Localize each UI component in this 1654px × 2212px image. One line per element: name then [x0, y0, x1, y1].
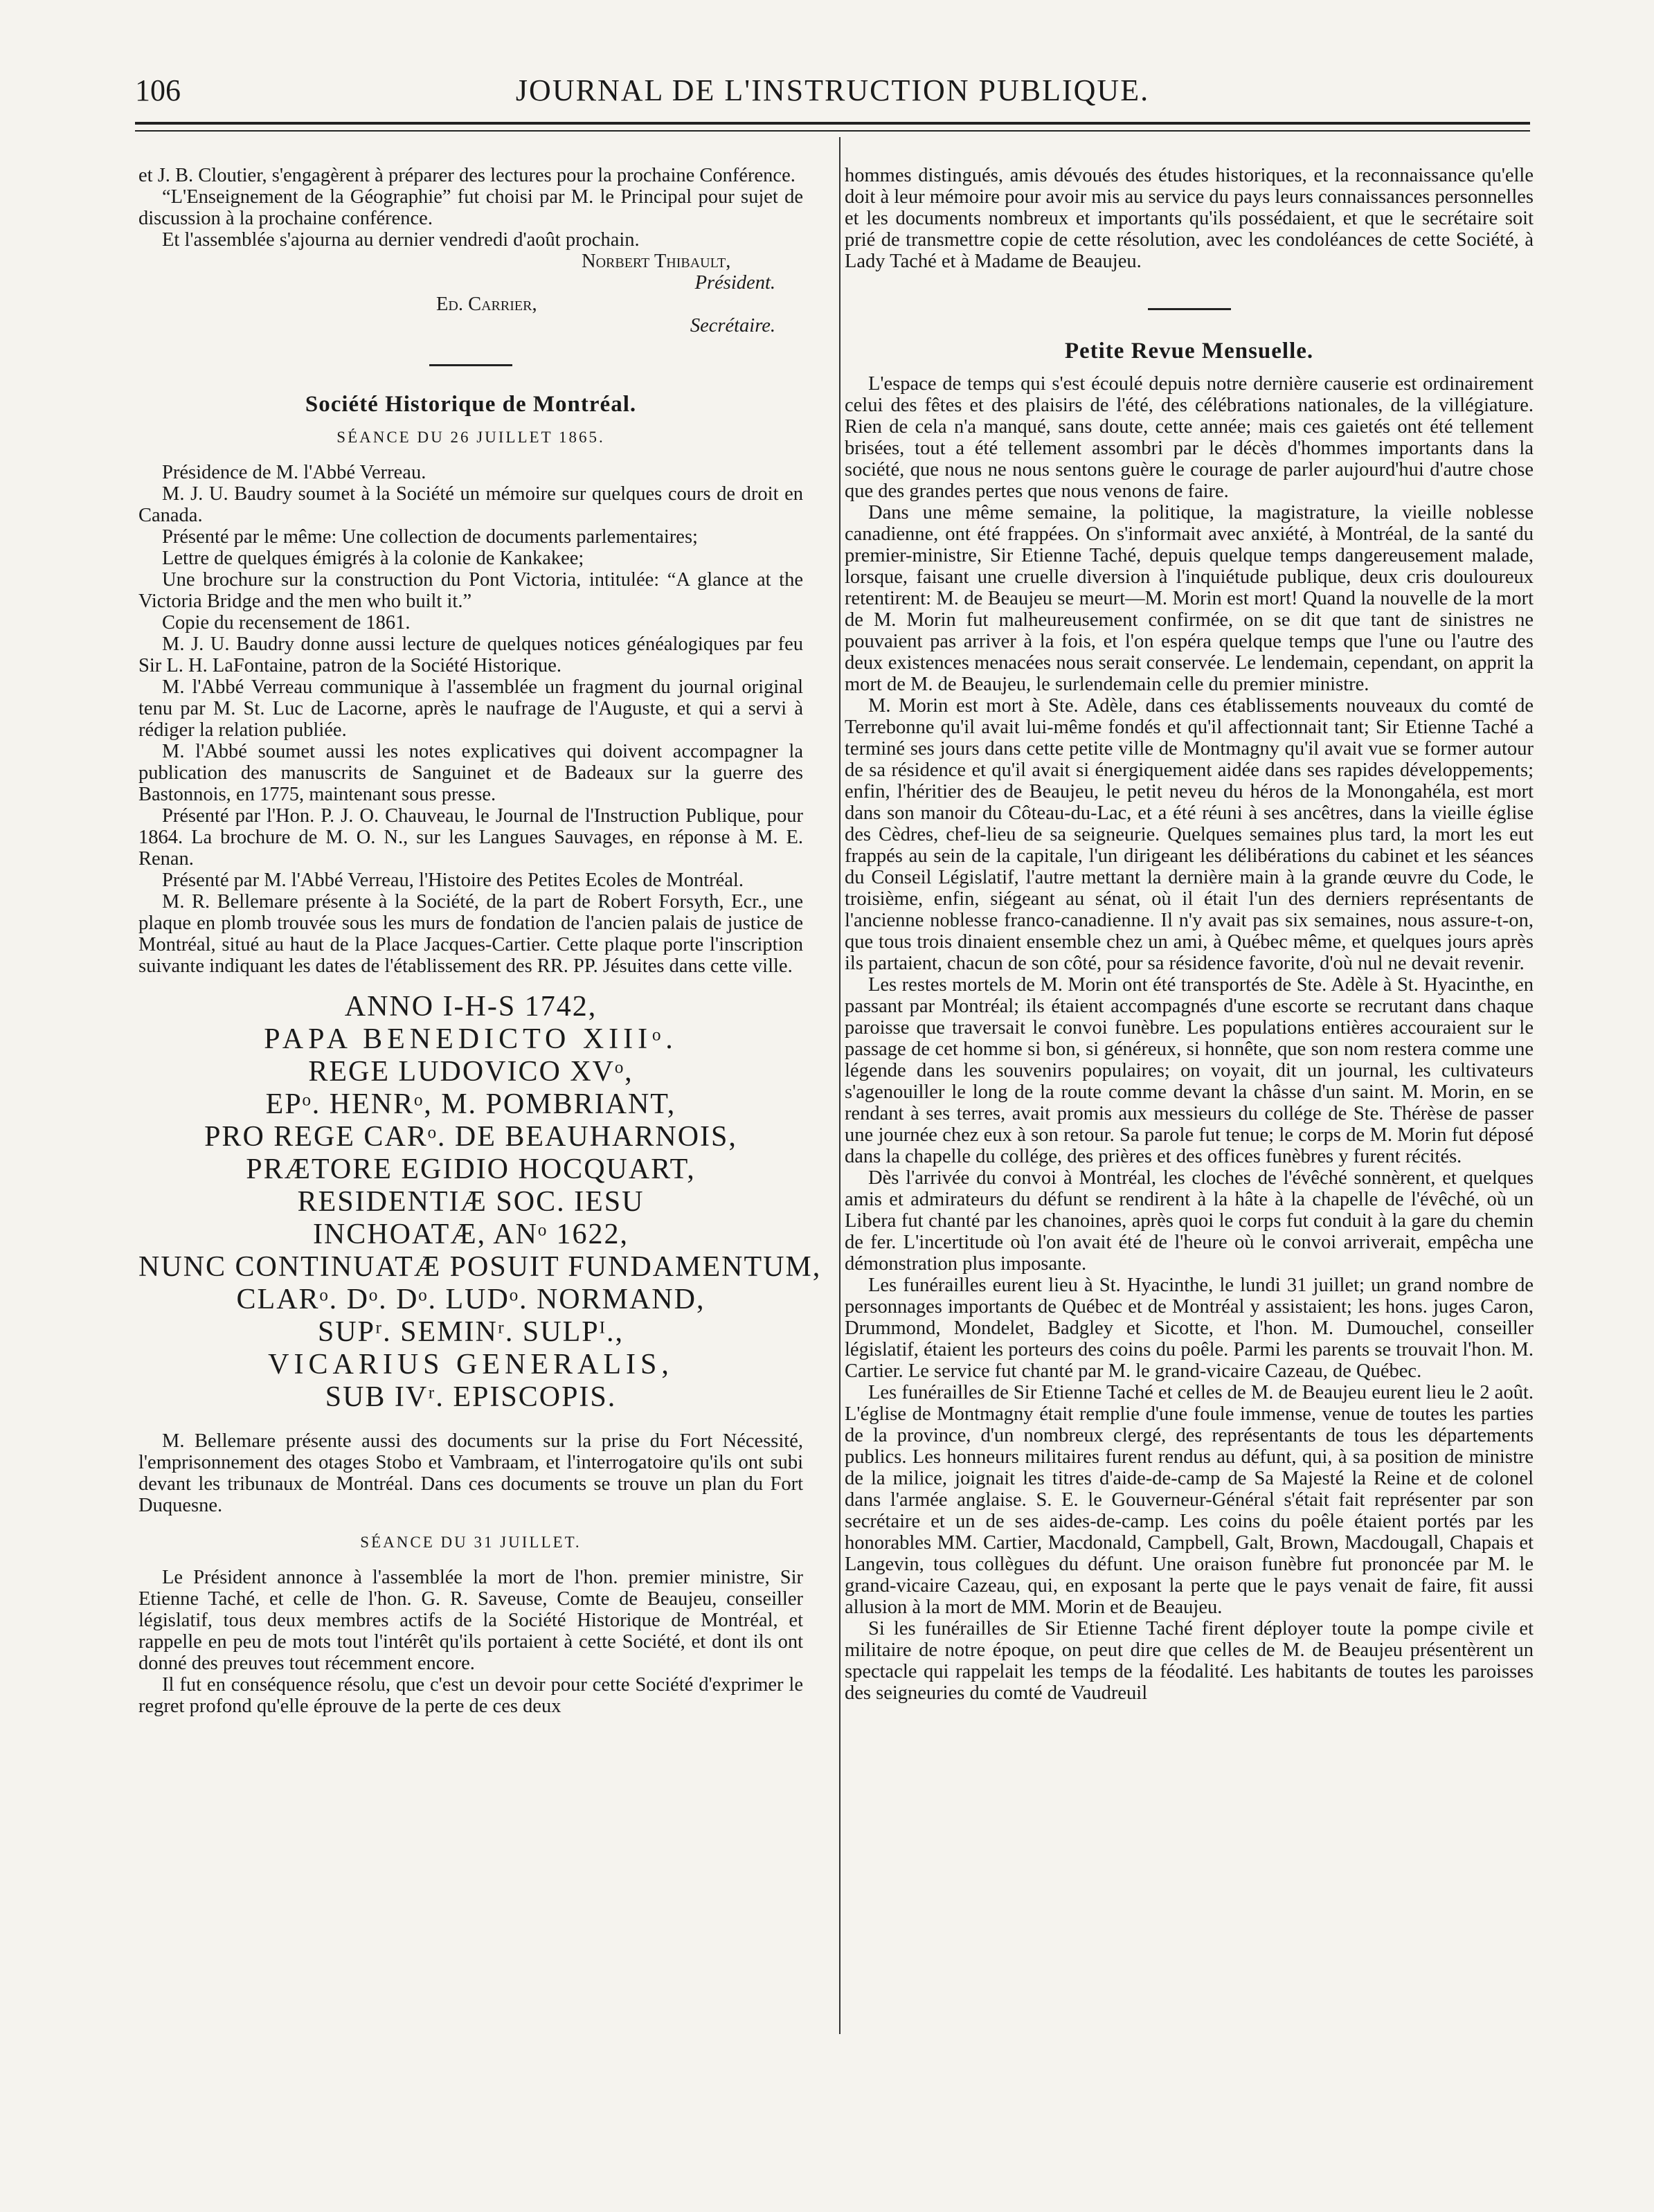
- section-separator: [1148, 308, 1231, 310]
- inscription-line: PRÆTORE EGIDIO HOCQUART,: [246, 1153, 696, 1185]
- section-separator: [429, 364, 512, 366]
- paragraph: L'espace de temps qui s'est écoulé depuis notre dernière causerie est ordinairement celui des fêtes et des plaisirs de l'été, des célébrations nationales, de la villégiature. Rien de cela n'a manqué, sans doute, cette année; mais ces gaietés ont été tellement brisées, tout a été tellement assombri par le décès d'hommes importants dans la société, que nous ne nous sentons guère le courage de parler aujourd'hui d'autre chose que des grandes pertes que nous venons de faire.: [845, 373, 1534, 502]
- paragraph: M. J. U. Baudry donne aussi lecture de quelques notices généalogiques par feu Sir L. H. LaFontaine, patron de la Société Historique.: [138, 633, 803, 676]
- paragraph: “L'Enseignement de la Géographie” fut choisi par M. le Principal pour sujet de discussion à la prochaine conférence.: [138, 186, 803, 229]
- paragraph: Présenté par le même: Une collection de documents parlementaires;: [162, 526, 698, 548]
- paragraph: M. Morin est mort à Ste. Adèle, dans ces établissements nouveaux du comté de Terrebonne qu'il avait lui-même fondés et qu'il affectionnait tant; Sir Etienne Taché a terminé ses jours dans cette petite ville de Montmagny qu'il avait vue se former autour de sa résidence et qu'il avait si énergiquement aidée dans ses rapides développements; enfin, l'héritier des de Beaujeu, le petit neveu du héros de la Monongahéla, est mort dans son manoir du Côteau-du-Lac, et a été réuni à ses ancêtres, dans la vieille église des Cèdres, chef-lieu de sa seigneurie. Quelques semaines plus tard, la mort les eut frappés au sein de la capitale, l'un dirigeant les délibérations du cabinet et les séances du Conseil Législatif, l'autre mettant la dernière main à la grande œuvre du Code, le troisième, enfin, siégeant au sénat, où il était l'un des derniers représentants de l'ancienne noblesse franco-canadienne. Il n'y avait pas six semaines, nous assure-t-on, que tous trois dinaient ensemble chez un ami, à Québec même, et quelques jours après ils partaient, chacun de son côté, pour sa résidence favorite, d'où nul ne devait revenir.: [845, 695, 1534, 974]
- inscription-line: PRO REGE CARᵒ. DE BEAUHARNOIS,: [204, 1121, 737, 1153]
- inscription-line: RESIDENTIÆ SOC. IESU: [297, 1186, 645, 1218]
- signature-name: Ed. Carrier,: [436, 294, 537, 315]
- inscription-line: CLARᵒ. Dᵒ. Dᵒ. LUDᵒ. NORMAND,: [236, 1284, 705, 1315]
- inscription-line: ANNO I-H-S 1742,: [344, 991, 597, 1023]
- column-divider: [839, 137, 841, 2034]
- paragraph: Présenté par l'Hon. P. J. O. Chauveau, le Journal de l'Instruction Publique, pour 1864. La brochure de M. O. N., sur les Langues Sauvages, en réponse à M. E. Renan.: [138, 805, 803, 870]
- paragraph: M. Bellemare présente aussi des documents sur la prise du Fort Nécessité, l'emprisonnement des otages Stobo et Vambraam, et l'interrogatoire qu'ils ont subi devant les tribunaux de Montréal. Dans ces documents se trouve un plan du Fort Duquesne.: [138, 1430, 803, 1516]
- running-title: JOURNAL DE L'INSTRUCTION PUBLIQUE.: [515, 73, 1150, 107]
- paragraph: hommes distingués, amis dévoués des études historiques, et la reconnaissance qu'elle doit à leur mémoire pour avoir mis au service du pays leurs connaissances personnelles et les documents nombreux et importants qu'ils possédaient, et que le secrétaire soit prié de transmettre copie de cette résolution, avec les condoléances de cette Société, à Lady Taché et à Madame de Beaujeu.: [845, 165, 1534, 272]
- paragraph: Il fut en conséquence résolu, que c'est un devoir pour cette Société d'exprimer le regret profond qu'elle éprouve de la perte de ces deux: [138, 1674, 803, 1717]
- paragraph: Dans une même semaine, la politique, la magistrature, la vieille noblesse canadienne, ont été frappées. On s'informait avec anxiété, à Montréal, de la santé du premier-ministre, Sir Etienne Taché, depuis quelque temps dangereusement malade, lorsque, faisant une cruelle diversion à l'inquiétude publique, deux cris douloureux retentirent: M. de Beaujeu se meurt—M. Morin est mort! Quand la nouvelle de la mort de M. Morin fut malheureusement confirmée, on se dit que tant de sinistres ne pouvaient pas arriver à la fois, et l'on espéra quelque temps que l'une ou l'autre des deux existences menacées nous serait conservée. Le lendemain, cependant, on apprit la mort de M. de Beaujeu, le surlendemain celle du premier ministre.: [845, 502, 1534, 695]
- paragraph: M. R. Bellemare présente à la Société, de la part de Robert Forsyth, Ecr., une plaque en plomb trouvée sous les murs de fondation de l'ancien palais de justice de Montréal, situé au haut de la Place Jacques-Cartier. Cette plaque porte l'inscription suivante indiquant les dates de l'établissement des RR. PP. Jésuites dans cette ville.: [138, 891, 803, 977]
- paragraph: Et l'assemblée s'ajourna au dernier vendredi d'août prochain.: [162, 229, 640, 251]
- page-number: 106: [135, 73, 181, 107]
- inscription-line: SUPʳ. SEMINʳ. SULPᴵ.,: [317, 1316, 624, 1348]
- signature-name: Norbert Thibault,: [582, 251, 731, 272]
- left-column: [138, 165, 822, 1717]
- paragraph: Les restes mortels de M. Morin ont été transportés de Ste. Adèle à St. Hyacinthe, en passant par Montréal; ils étaient accompagnés d'une escorte se recrutant dans chaque paroisse que traversait le convoi funèbre. Les populations entières accouraient sur le passage de cet homme si bon, si généreux, si honnête, que son nom restera comme une légende dans les souvenirs populaires; on voyait, dit un journal, les cultivateurs s'agenouiller le long de la route comme devant la châsse d'un saint. M. Morin, en se rendant à ses terres, avait promis aux messieurs du collége de Ste. Thérèse de passer une journée chez eux à son retour. Sa parole fut tenue; le corps de M. Morin fut déposé dans la chapelle du collége, des prières et des offices funèbres y furent récités.: [845, 974, 1534, 1167]
- section-title: Petite Revue Mensuelle.: [1064, 339, 1314, 363]
- inscription-line: EPᵒ. HENRᵒ, M. POMBRIANT,: [265, 1088, 676, 1120]
- paragraph: Dès l'arrivée du convoi à Montréal, les cloches de l'évêché sonnèrent, et quelques amis et admirateurs du défunt se rendirent à la hâte à la chapelle de l'évêché, où un Libera fut chanté par les chanoines, après quoi le corps fut conduit à la gare du chemin de fer. L'incertitude où l'on avait été de l'heure où le convoi arriverait, empêcha une démonstration plus imposante.: [845, 1167, 1534, 1275]
- paragraph: M. J. U. Baudry soumet à la Société un mémoire sur quelques cours de droit en Canada.: [138, 483, 803, 526]
- header-rule-thin: [135, 130, 1530, 132]
- paragraph: Présidence de M. l'Abbé Verreau.: [162, 462, 426, 483]
- paragraph: Les funérailles eurent lieu à St. Hyacinthe, le lundi 31 juillet; un grand nombre de personnages importants de Québec et de Montréal y assistaient; les hons. juges Caron, Drummond, Mondelet, Badgley et Sicotte, et l'hon. M. Dumouchel, conseiller législatif, étaient les porteurs des coins du poêle. Parmi les parents se trouvait l'hon. M. Cartier. Le service fut chanté par M. le grand-vicaire Cazeau, de Québec.: [845, 1275, 1534, 1382]
- session-heading: SÉANCE DU 31 JUILLET.: [360, 1534, 582, 1551]
- inscription-line: SUB IVʳ. EPISCOPIS.: [325, 1381, 617, 1413]
- inscription-line: REGE LUDOVICO XVᵒ,: [308, 1056, 633, 1088]
- paragraph: M. l'Abbé soumet aussi les notes explicatives qui doivent accompagner la publication des manuscrits de Sanguinet et de Badeaux sur la guerre des Bastonnois, en 1775, maintenant sous presse.: [138, 741, 803, 805]
- signature-title: Secrétaire.: [690, 315, 775, 336]
- inscription-line: NUNC CONTINUATÆ POSUIT FUNDAMENTUM,: [138, 1251, 822, 1283]
- paragraph: Lettre de quelques émigrés à la colonie de Kankakee;: [162, 548, 584, 569]
- paragraph: Si les funérailles de Sir Etienne Taché firent déployer toute la pompe civile et militaire de notre époque, on peut dire que celles de M. de Beaujeu présentèrent un spectacle qui rappelait les temps de la féodalité. Les habitants de toutes les paroisses des seigneuries du comté de Vaudreuil: [845, 1618, 1534, 1704]
- page-header: [135, 73, 1530, 114]
- paragraph: Une brochure sur la construction du Pont Victoria, intitulée: “A glance at the Victoria Bridge and the men who built it.”: [138, 569, 803, 612]
- paragraph: et J. B. Cloutier, s'engagèrent à préparer des lectures pour la prochaine Conférence.: [138, 165, 795, 186]
- session-heading: SÉANCE DU 26 JUILLET 1865.: [336, 429, 605, 446]
- section-title: Société Historique de Montréal.: [305, 392, 637, 417]
- paragraph: Présenté par M. l'Abbé Verreau, l'Histoire des Petites Ecoles de Montréal.: [162, 870, 744, 891]
- paragraph: Les funérailles de Sir Etienne Taché et celles de M. de Beaujeu eurent lieu le 2 août. L'église de Montmagny était remplie d'une foule immense, venue de toutes les parties de la province, d'un nombreux clergé, des représentants de tous les départements publics. Les honneurs militaires furent rendus au défunt, qui, à sa position de ministre de la milice, joignait les titres d'aide-de-camp de Sa Majesté la Reine et de colonel dans l'armée anglaise. S. E. le Gouverneur-Général s'était fait représenter par son secrétaire et un de ses aides-de-camp. Les coins du poêle étaient portés par les honorables MM. Cartier, Macdonald, Campbell, Galt, Brown, Macdougall, Chapais et Langevin, tous collègues du défunt. Une oraison funèbre fut prononcée par M. le grand-vicaire Cazeau, qui, en exposant la perte que le pays venait de faire, fit aussi allusion à la mort de MM. Morin et de Beaujeu.: [845, 1382, 1534, 1618]
- inscription-line: INCHOATÆ, ANᵒ 1622,: [312, 1219, 629, 1250]
- paragraph: Le Président annonce à l'assemblée la mort de l'hon. premier ministre, Sir Etienne Taché, et celle de l'hon. G. R. Saveuse, Comte de Beaujeu, conseiller législatif, tous deux membres actifs de la Société Historique de Montréal, et rappelle en peu de mots tout l'intérêt qu'ils portaient à cette Société, et dont ils ont donné des preuves tout récemment encore.: [138, 1567, 803, 1674]
- paragraph: M. l'Abbé Verreau communique à l'assemblée un fragment du journal original tenu par M. St. Luc de Lacorne, après le naufrage de l'Auguste, et qui a servi à rédiger la relation publiée.: [138, 676, 803, 741]
- inscription-line: VICARIUS GENERALIS,: [268, 1349, 674, 1381]
- right-column: [845, 165, 1534, 1704]
- plaque-inscription: [138, 991, 822, 1414]
- inscription-line: PAPA BENEDICTO XIIIᵒ.: [264, 1023, 678, 1055]
- signature-title: Président.: [694, 272, 775, 294]
- header-rule-thick: [135, 122, 1530, 125]
- paragraph: Copie du recensement de 1861.: [162, 612, 411, 633]
